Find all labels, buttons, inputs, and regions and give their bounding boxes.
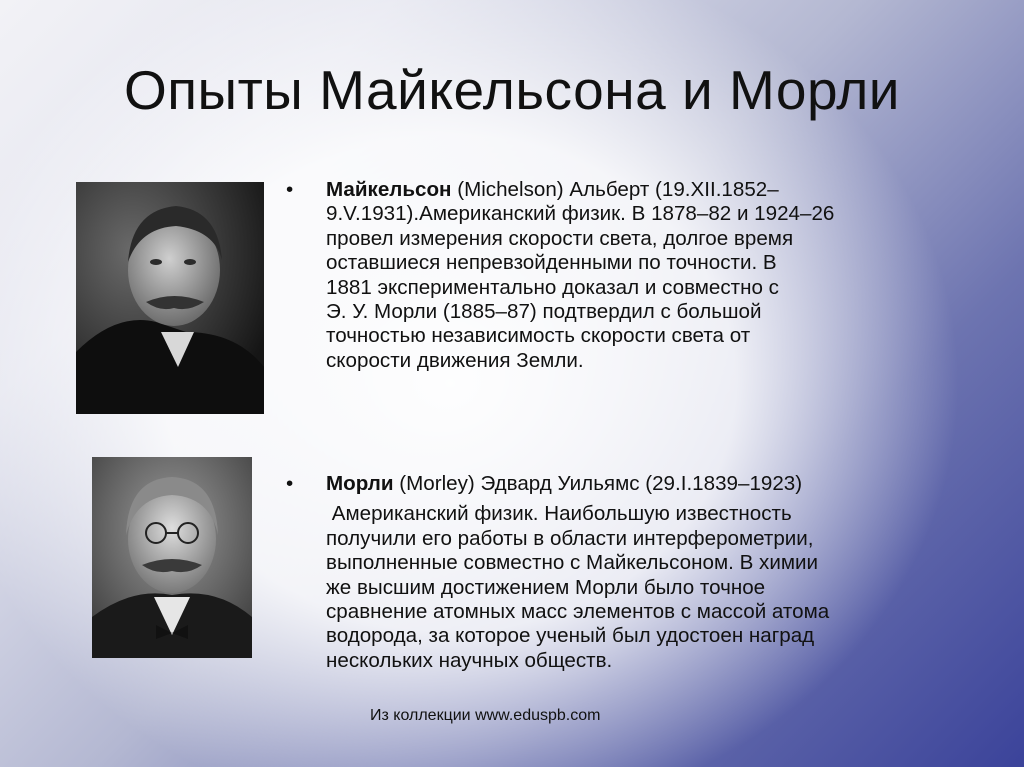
morley-portrait-photo [92, 457, 252, 658]
slide-title: Опыты Майкельсона и Морли [123, 59, 901, 121]
morley-bio-line: же высшим достижением Морли было точное [326, 575, 766, 599]
michelson-portrait-photo [76, 182, 264, 414]
morley-name: Морли [326, 472, 394, 495]
bullet-point: • [286, 472, 294, 495]
morley-bio-line: нескольких научных обществ. [326, 648, 613, 672]
morley-bio [286, 472, 986, 673]
michelson-bio-line: оставшиеся непревзойденными по точности. В [326, 251, 777, 275]
morley-bio-line: (Morley) Эдвард Уильямс (29.I.1839–1923) [393, 472, 803, 495]
morley-bio-line: получили его работы в области интерферометрии, [326, 526, 814, 550]
michelson-bio-line: скорости движения Земли. [326, 348, 584, 372]
morley-bio-line: сравнение атомных масс элементов с массой атома [326, 600, 830, 624]
morley-bio-heading [326, 472, 986, 496]
michelson-bio-line: 1881 экспериментально доказал и совместно с [326, 275, 779, 299]
michelson-name: Майкельсон [326, 178, 452, 201]
morley-bio-line: Американский физик. Наибольшую известность [326, 502, 792, 526]
michelson-bio-text [326, 178, 986, 373]
michelson-bio [286, 178, 986, 373]
morley-bio-line: водорода, за которое ученый был удостоен наград [326, 624, 815, 648]
michelson-bio-line: Э. У. Морли (1885–87) подтвердил с большой [326, 300, 762, 324]
morley-bio-text [286, 502, 986, 673]
source-credit: Из коллекции www.eduspb.com [370, 707, 601, 724]
michelson-bio-line: (Michelson) Альберт (19.XII.1852– [451, 178, 779, 201]
michelson-bio-line: точностью независимость скорости света от [326, 324, 751, 348]
morley-bio-line: выполненные совместно с Майкельсоном. В химии [326, 551, 818, 575]
michelson-bio-line: провел измерения скорости света, долгое время [326, 226, 794, 250]
bullet-point: • [286, 178, 294, 201]
michelson-bio-line: 9.V.1931).Американский физик. В 1878–82 и 1924–26 [326, 202, 835, 226]
